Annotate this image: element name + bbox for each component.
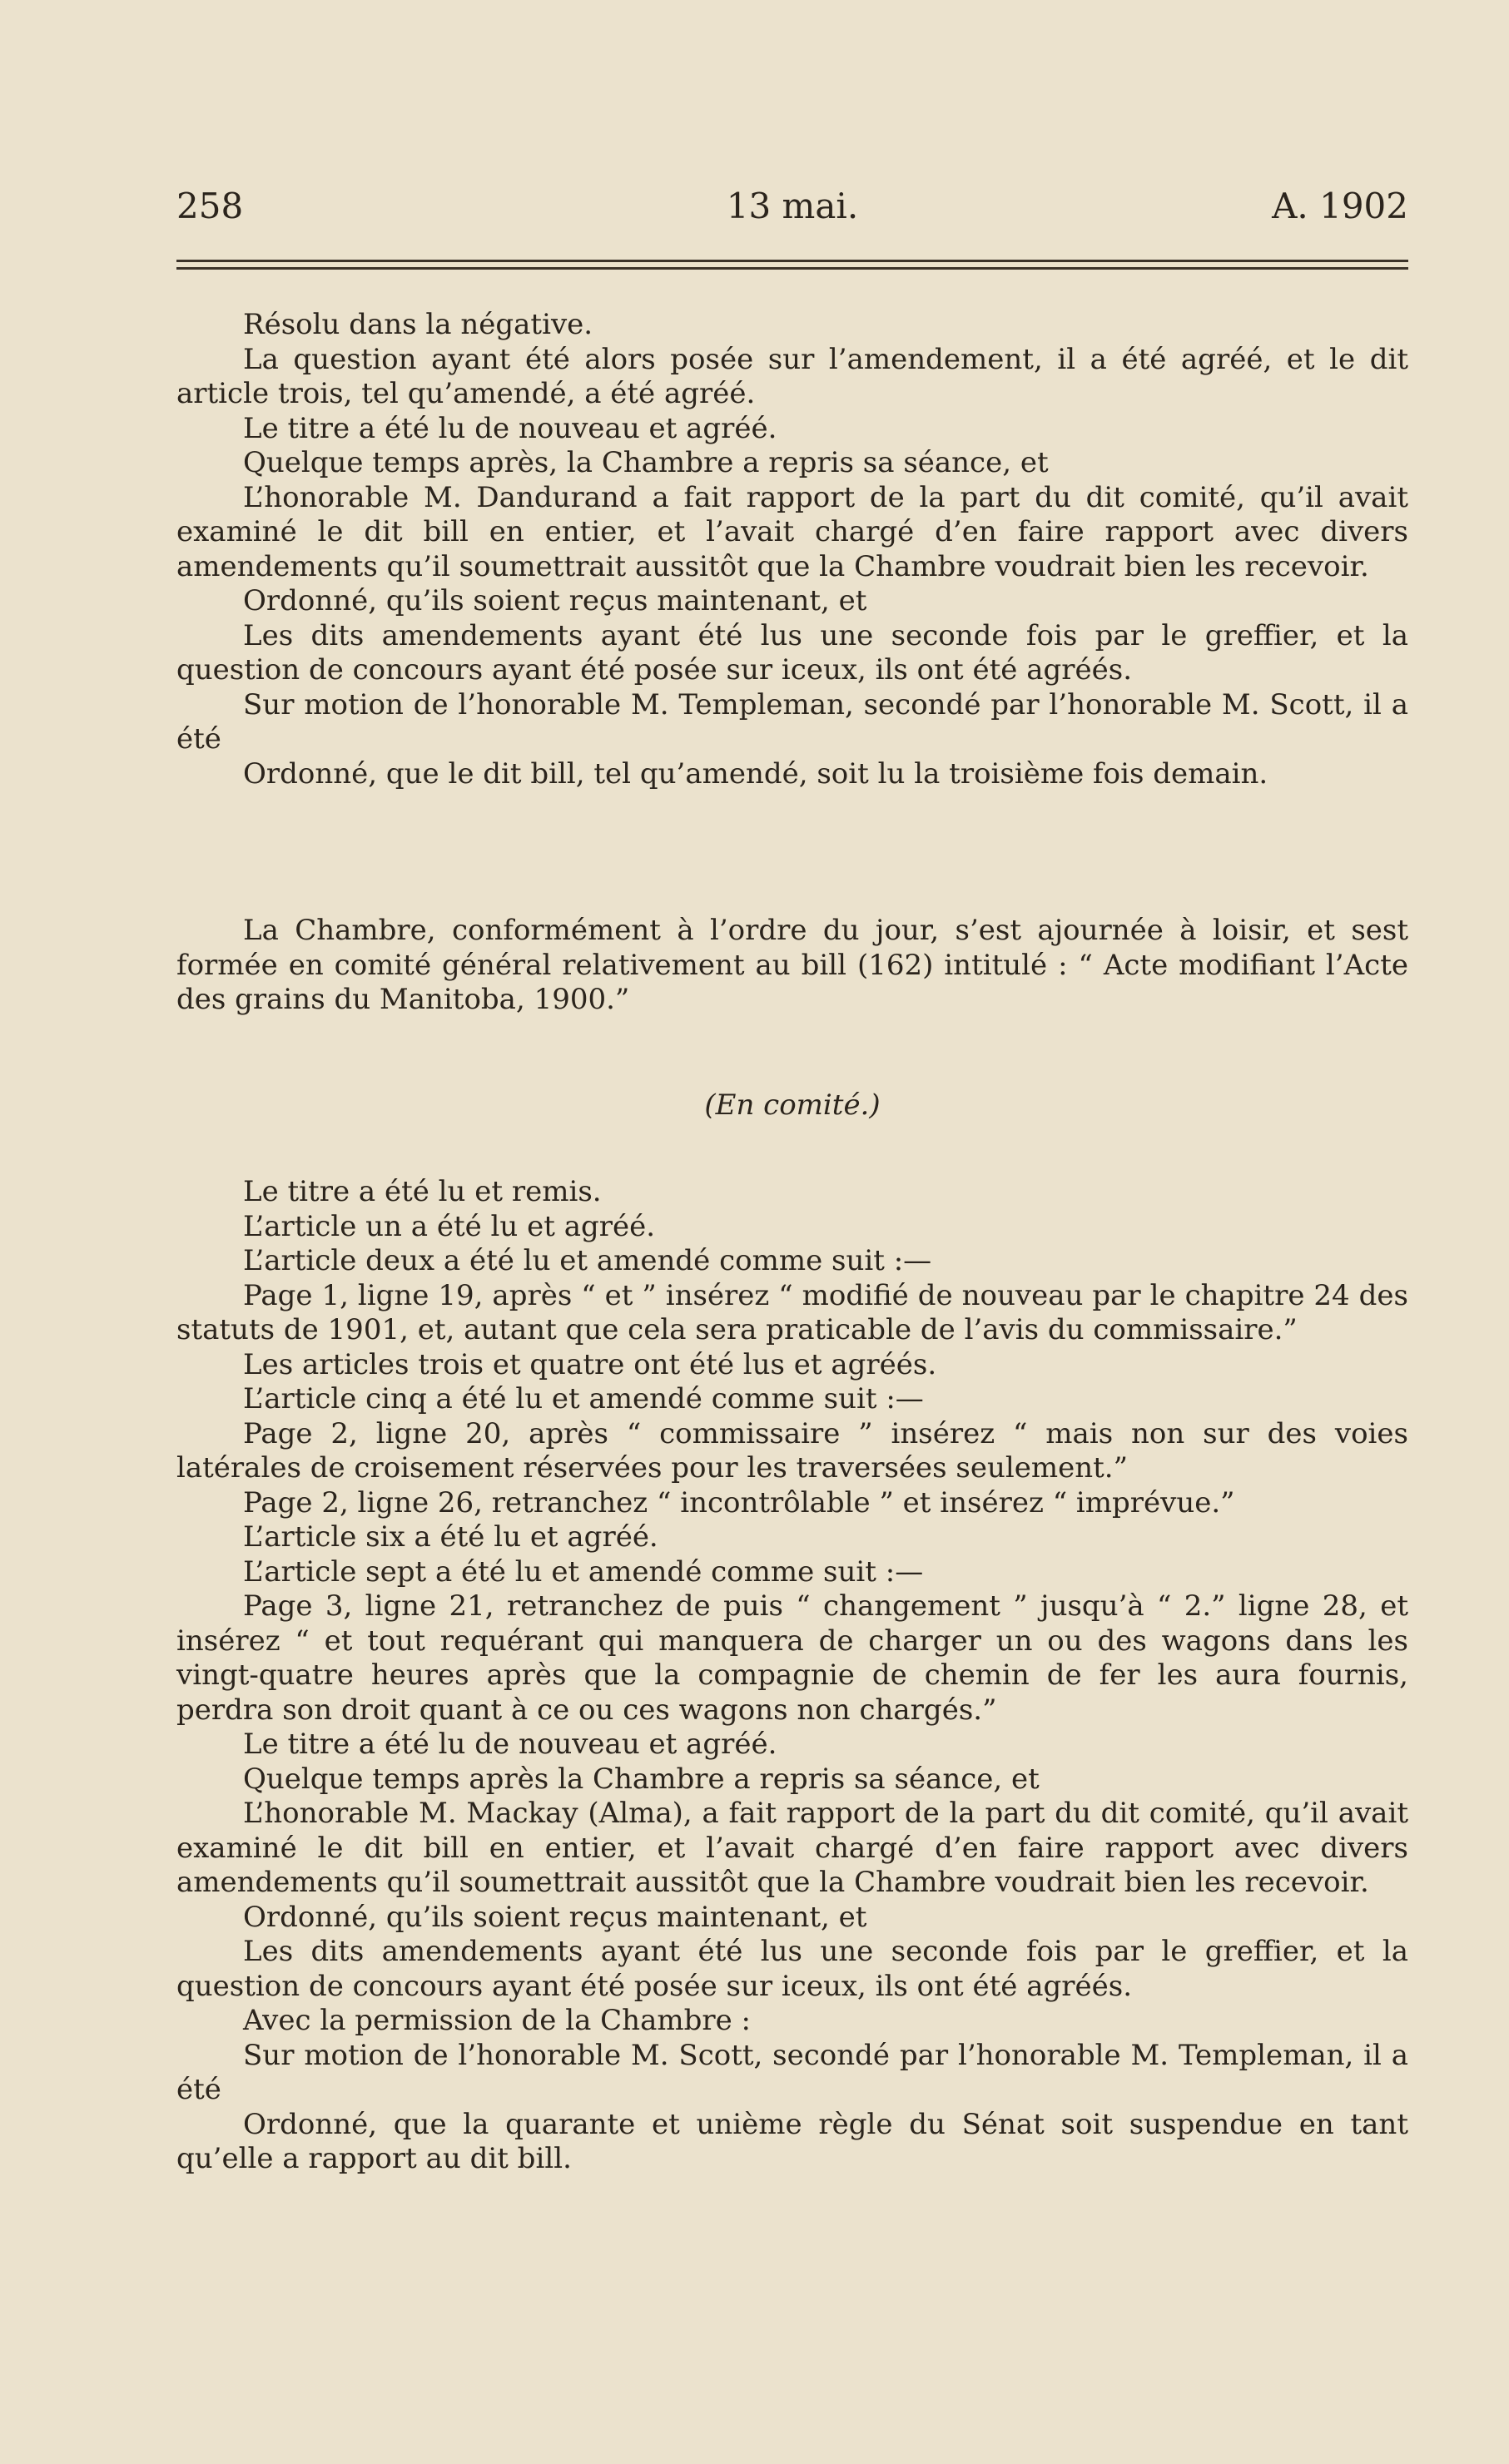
paragraph: La Chambre, conformément à l’ordre du jour, s’est ajournée à loisir, et sest formée en comité général relativement au bill (162) intitulé : “ Acte modifiant l’Acte des grains du Manitoba, 1900.” bbox=[176, 914, 1408, 1016]
paragraph: Ordonné, qu’ils soient reçus maintenant, et bbox=[243, 1900, 867, 1934]
header-date: 13 mai. bbox=[726, 186, 859, 226]
section-2 bbox=[176, 914, 1408, 1018]
paragraph: Ordonné, que le dit bill, tel qu’amendé, soit lu la troisième fois demain. bbox=[243, 756, 1268, 791]
page-number: 258 bbox=[176, 186, 244, 226]
paragraph: Page 3, ligne 21, retranchez de puis “ changement ” jusqu’à “ 2.” ligne 28, et insérez “ et tout requérant qui manquera de charger un ou des wagons dans les vingt-quatre heures après que la compagnie de chemin de fer les aura fournis, perdra son droit quant à ce ou ces wagons non chargés.” bbox=[176, 1589, 1408, 1727]
paragraph: L’honorable M. Mackay (Alma), a fait rapport de la part du dit comité, qu’il avait examiné le dit bill en entier, et l’avait chargé d’en faire rapport avec divers amendements qu’il soumettrait aussitôt que la Chambre voudrait bien les recevoir. bbox=[176, 1797, 1408, 1899]
paragraph: L’article un a été lu et agréé. bbox=[243, 1209, 656, 1243]
paragraph: L’honorable M. Dandurand a fait rapport de la part du dit comité, qu’il avait examiné le dit bill en entier, et l’avait chargé d’en faire rapport avec divers amendements qu’il soumettrait aussitôt que la Chambre voudrait bien les recevoir. bbox=[176, 480, 1408, 583]
paragraph: Quelque temps après la Chambre a repris sa séance, et bbox=[243, 1762, 1040, 1796]
header-rule-top bbox=[176, 260, 1408, 262]
paragraph: La question ayant été alors posée sur l’amendement, il a été agréé, et le dit article trois, tel qu’amendé, a été agréé. bbox=[176, 342, 1408, 410]
page-header bbox=[176, 181, 1408, 231]
paragraph: Ordonné, qu’ils soient reçus maintenant, et bbox=[243, 584, 867, 617]
paragraph: Page 2, ligne 20, après “ commissaire ” insérez “ mais non sur des voies latérales de croisement réservées pour les traversées seulement.” bbox=[176, 1416, 1408, 1485]
paragraph: Sur motion de l’honorable M. Templeman, secondé par l’honorable M. Scott, il a été bbox=[176, 687, 1408, 756]
paragraph: Le titre a été lu de nouveau et agréé. bbox=[243, 411, 777, 445]
paragraph: Avec la permission de la Chambre : bbox=[243, 2004, 751, 2037]
paragraph: Quelque temps après, la Chambre a repris sa séance, et bbox=[243, 446, 1049, 479]
paragraph: Page 2, ligne 26, retranchez “ incontrôlable ” et insérez “ imprévue.” bbox=[243, 1485, 1235, 1520]
paragraph: Page 1, ligne 19, après “ et ” insérez “ modifié de nouveau par le chapitre 24 des statuts de 1901, et, autant que cela sera praticable de l’avis du commissaire.” bbox=[176, 1278, 1408, 1346]
section-1 bbox=[176, 308, 1408, 791]
paragraph: L’article cinq a été lu et amendé comme suit :— bbox=[243, 1382, 924, 1415]
paragraph: Les dits amendements ayant été lus une seconde fois par le greffier, et la question de concours ayant été posée sur iceux, ils ont été agréés. bbox=[176, 1935, 1408, 2003]
paragraph: L’article sept a été lu et amendé comme suit :— bbox=[243, 1554, 924, 1589]
paragraph: Le titre a été lu et remis. bbox=[243, 1175, 602, 1208]
paragraph: Les dits amendements ayant été lus une seconde fois par le greffier, et la question de concours ayant été posée sur iceux, ils ont été agréés. bbox=[176, 618, 1408, 687]
paragraph: L’article six a été lu et agréé. bbox=[243, 1520, 658, 1554]
paragraph: Résolu dans la négative. bbox=[243, 308, 593, 341]
paragraph: Les articles trois et quatre ont été lus et agréés. bbox=[243, 1347, 937, 1381]
paragraph: Ordonné, que la quarante et unième règle du Sénat soit suspendue en tant qu’elle a rapport au dit bill. bbox=[176, 2107, 1408, 2175]
paragraph: Le titre a été lu de nouveau et agréé. bbox=[243, 1728, 777, 1761]
section-3 bbox=[176, 1175, 1408, 2177]
paragraph: L’article deux a été lu et amendé comme suit :— bbox=[243, 1244, 932, 1277]
paragraph: Sur motion de l’honorable M. Scott, secondé par l’honorable M. Templeman, il a été bbox=[176, 2038, 1408, 2106]
committee-heading: (En comité.) bbox=[704, 1088, 881, 1122]
header-year: A. 1902 bbox=[1272, 186, 1408, 226]
header-rule-bottom bbox=[176, 267, 1408, 270]
